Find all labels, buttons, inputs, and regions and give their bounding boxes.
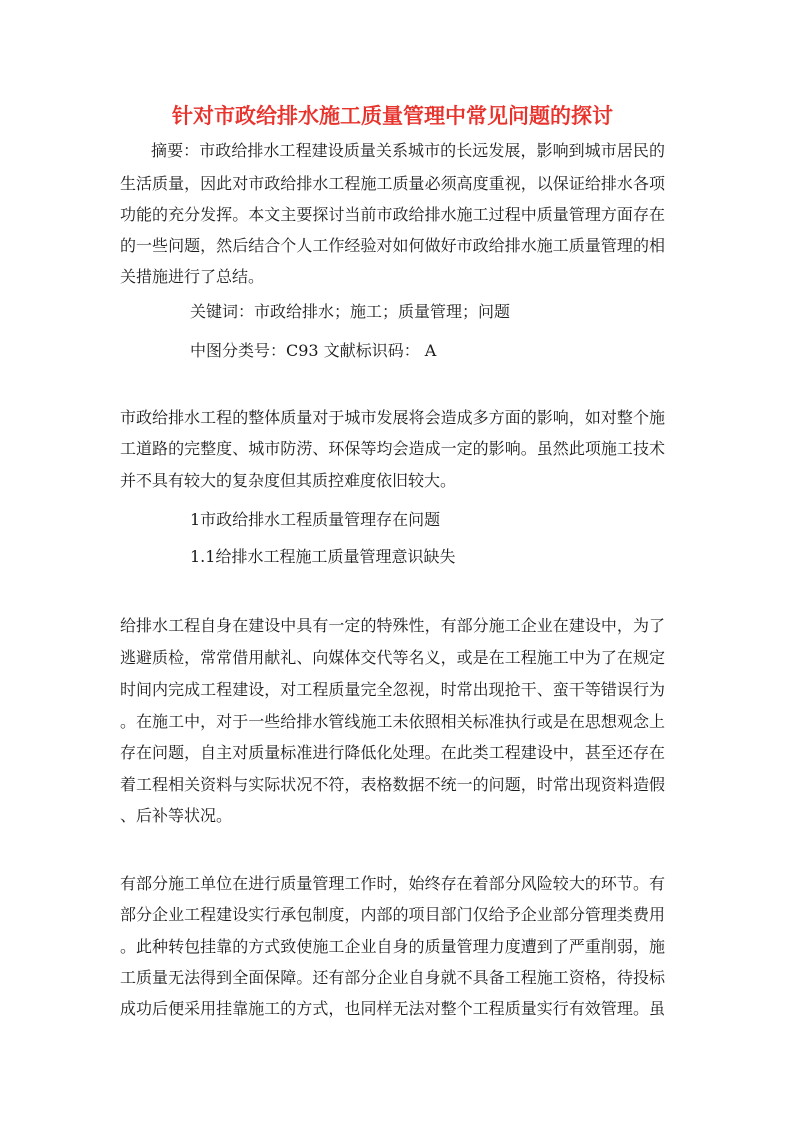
abstract-line: 生活质量，因此对市政给排水工程施工质量必须高度重视，以保证给排水各项 <box>120 174 665 193</box>
paragraph-line: 、后补等状况。 <box>120 806 233 825</box>
paragraph-line: 有部分施工单位在进行质量管理工作时，始终存在着部分风险较大的环节。有 <box>120 874 665 893</box>
intro-line: 市政给排水工程的整体质量对于城市发展将会造成多方面的影响，如对整个施 <box>120 408 665 427</box>
intro-line: 并不具有较大的复杂度但其质控难度依旧较大。 <box>120 471 457 490</box>
paragraph-line: 部分企业工程建设实行承包制度，内部的项目部门仅给予企业部分管理类费用 <box>120 905 665 924</box>
paragraph-line: 时间内完成工程建设，对工程质量完全忽视，时常出现抢干、蛮干等错误行为 <box>120 680 665 699</box>
paragraph-line: 给排水工程自身在建设中具有一定的特殊性，有部分施工企业在建设中，为了 <box>120 616 665 635</box>
classification-number: 中图分类号：C93 文献标识码： A <box>190 341 437 360</box>
paragraph-line: 。在施工中，对于一些给排水管线施工未依照相关标准执行或是在思想观念上 <box>120 712 665 731</box>
paragraph-line: 工质量无法得到全面保障。还有部分企业自身就不具备工程施工资格，待投标 <box>120 968 665 987</box>
document-title: 针对市政给排水施工质量管理中常见问题的探讨 <box>172 103 613 128</box>
paragraph-line: 着工程相关资料与实际状况不符，表格数据不统一的问题，时常出现资料造假 <box>120 775 665 794</box>
abstract-line: 的一些问题，然后结合个人工作经验对如何做好市政给排水施工质量管理的相 <box>120 236 665 255</box>
paragraph-line: 逃避质检，常常借用献礼、向媒体交代等名义，或是在工程施工中为了在规定 <box>120 648 665 667</box>
paragraph-line: 存在问题，自主对质量标准进行降低化处理。在此类工程建设中，甚至还存在 <box>120 743 665 762</box>
subsection-heading: 1.1给排水工程施工质量管理意识缺失 <box>190 547 456 566</box>
paragraph-line: 成功后便采用挂靠施工的方式，也同样无法对整个工程质量实行有效管理。虽 <box>120 999 665 1018</box>
abstract-line: 关措施进行了总结。 <box>120 267 265 286</box>
paragraph-line: 。此种转包挂靠的方式致使施工企业自身的质量管理力度遭到了严重削弱，施 <box>120 937 665 956</box>
section-heading: 1市政给排水工程质量管理存在问题 <box>190 510 441 529</box>
keywords: 关键词：市政给排水；施工；质量管理；问题 <box>190 302 511 321</box>
abstract-line: 摘要：市政给排水工程建设质量关系城市的长远发展，影响到城市居民的 <box>151 141 665 160</box>
intro-line: 工道路的完整度、城市防涝、环保等均会造成一定的影响。虽然此项施工技术 <box>120 439 665 458</box>
abstract-line: 功能的充分发挥。本文主要探讨当前市政给排水施工过程中质量管理方面存在 <box>120 205 665 224</box>
